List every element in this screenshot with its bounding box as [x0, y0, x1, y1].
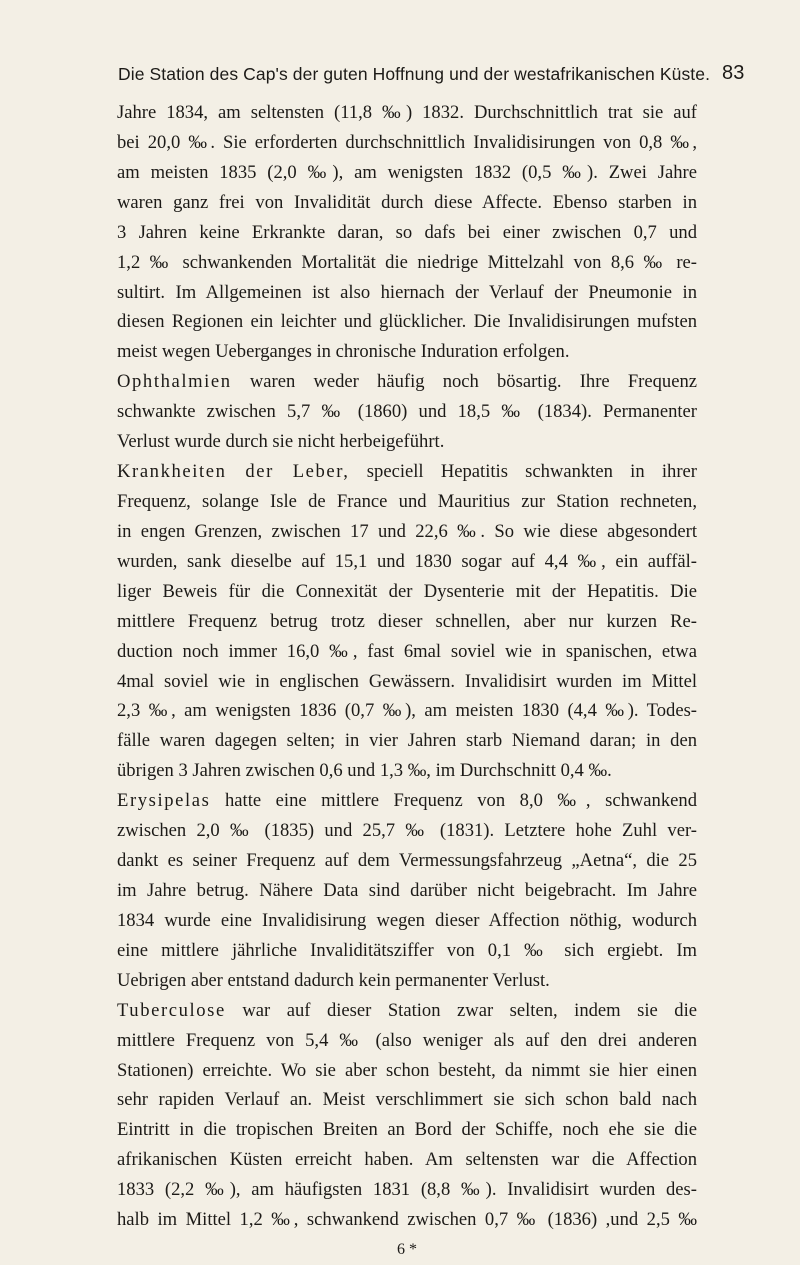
text-line: schwankte zwischen 5,7 ‰ (1860) und 18,5 ‰ (1834). Permanenter	[117, 401, 697, 423]
text-line: meist wegen Ueberganges in chronische Induration erfolgen.	[117, 341, 570, 363]
text-line: 3 Jahren keine Erkrankte daran, so dafs bei einer zwischen 0,7 und	[117, 221, 697, 243]
page-header	[118, 62, 798, 90]
text-line: afrikanischen Küsten erreicht haben. Am seltensten war die Affection	[117, 1149, 697, 1171]
text-line: 2,3 ‰, am wenigsten 1836 (0,7 ‰), am meisten 1830 (4,4 ‰). Todes-	[117, 700, 697, 722]
text-line: Frequenz, solange Isle de France und Mauritius zur Station rechneten,	[117, 490, 697, 512]
text-line: im Jahre betrug. Nähere Data sind darüber nicht beigebracht. Im Jahre	[117, 879, 697, 901]
paragraph-start-erysipelas	[117, 786, 697, 816]
text-line: wurden, sank dieselbe auf 15,1 und 1830 sogar auf 4,4 ‰, ein auffäl-	[117, 550, 697, 572]
paragraph-first-line: speciell Hepatitis schwankten in ihrer	[366, 461, 697, 483]
text-line: mittlere Frequenz betrug trotz dieser schnellen, aber nur kurzen Re-	[117, 610, 697, 632]
paragraph-first-line: war auf dieser Station zwar selten, indem sie die	[242, 999, 697, 1021]
text-line: Eintritt in die tropischen Breiten an Bord der Schiffe, noch ehe sie die	[117, 1119, 697, 1141]
text-line: fälle waren dagegen selten; in vier Jahren starb Niemand daran; in den	[117, 730, 697, 752]
text-line: Uebrigen aber entstand dadurch kein permanenter Verlust.	[117, 969, 550, 991]
text-line: bei 20,0 ‰. Sie erforderten durchschnittlich Invalidisirungen von 0,8 ‰,	[117, 131, 697, 153]
signature-mark: 6 *	[397, 1241, 417, 1259]
text-line: 4mal soviel wie in englischen Gewässern. Invalidisirt wurden im Mittel	[117, 670, 697, 692]
text-line: 1834 wurde eine Invalidisirung wegen dieser Affection nöthig, wodurch	[117, 909, 697, 931]
text-line: dankt es seiner Frequenz auf dem Vermessungsfahrzeug „Aetna“, die 25	[117, 850, 697, 872]
text-line: diesen Regionen ein leichter und glücklicher. Die Invalidisirungen mufsten	[117, 311, 697, 333]
text-line: übrigen 3 Jahren zwischen 0,6 und 1,3 ‰, im Durchschnitt 0,4 ‰.	[117, 760, 612, 782]
text-line: sultirt. Im Allgemeinen ist also hiernach der Verlauf der Pneumonie in	[117, 281, 697, 303]
running-title: Die Station des Cap's der guten Hoffnung und der westafrikanischen Küste.	[118, 64, 711, 84]
text-line: mittlere Frequenz von 5,4 ‰ (also weniger als auf den drei anderen	[117, 1029, 697, 1051]
paragraph-first-line: hatte eine mittlere Frequenz von 8,0 ‰, schwankend	[225, 790, 697, 812]
text-line: Verlust wurde durch sie nicht herbeigeführt.	[117, 431, 445, 453]
paragraph-term: Tuberculose	[117, 999, 226, 1021]
paragraph-term: Krankheiten der Leber,	[117, 461, 350, 483]
text-line: zwischen 2,0 ‰ (1835) und 25,7 ‰ (1831). Letztere hohe Zuhl ver-	[117, 820, 697, 842]
text-line: 1833 (2,2 ‰), am häufigsten 1831 (8,8 ‰). Invalidisirt wurden des-	[117, 1179, 697, 1201]
text-line: duction noch immer 16,0 ‰, fast 6mal soviel wie in spanischen, etwa	[117, 640, 697, 662]
paragraph-term: Ophthalmien	[117, 371, 232, 393]
body-text	[117, 98, 697, 1265]
text-line: sehr rapiden Verlauf an. Meist verschlimmert sie sich schon bald nach	[117, 1089, 697, 1111]
text-line: am meisten 1835 (2,0 ‰), am wenigsten 1832 (0,5 ‰). Zwei Jahre	[117, 161, 697, 183]
text-line: waren ganz frei von Invalidität durch diese Affecte. Ebenso starben in	[117, 191, 697, 213]
text-line: 1,2 ‰ schwankenden Mortalität die niedrige Mittelzahl von 8,6 ‰ re-	[117, 251, 697, 273]
text-line: Stationen) erreichte. Wo sie aber schon besteht, da nimmt sie hier einen	[117, 1059, 697, 1081]
text-line: in engen Grenzen, zwischen 17 und 22,6 ‰. So wie diese abgesondert	[117, 520, 697, 542]
text-line: eine mittlere jährliche Invaliditätsziffer von 0,1 ‰ sich ergiebt. Im	[117, 939, 697, 961]
paragraph-first-line: waren weder häufig noch bösartig. Ihre Frequenz	[249, 371, 697, 393]
page-number: 83	[722, 62, 745, 84]
paragraph-start-tuberculose	[117, 996, 697, 1026]
text-line: halb im Mittel 1,2 ‰, schwankend zwischen 0,7 ‰ (1836) ,und 2,5 ‰	[117, 1209, 697, 1231]
text-line: Jahre 1834, am seltensten (11,8 ‰) 1832. Durchschnittlich trat sie auf	[117, 102, 697, 123]
paragraph-start-leber	[117, 457, 697, 487]
paragraph-start-ophthalmien	[117, 367, 697, 397]
paragraph-term: Erysipelas	[117, 790, 211, 812]
text-line: liger Beweis für die Connexität der Dysenterie mit der Hepatitis. Die	[117, 580, 697, 602]
